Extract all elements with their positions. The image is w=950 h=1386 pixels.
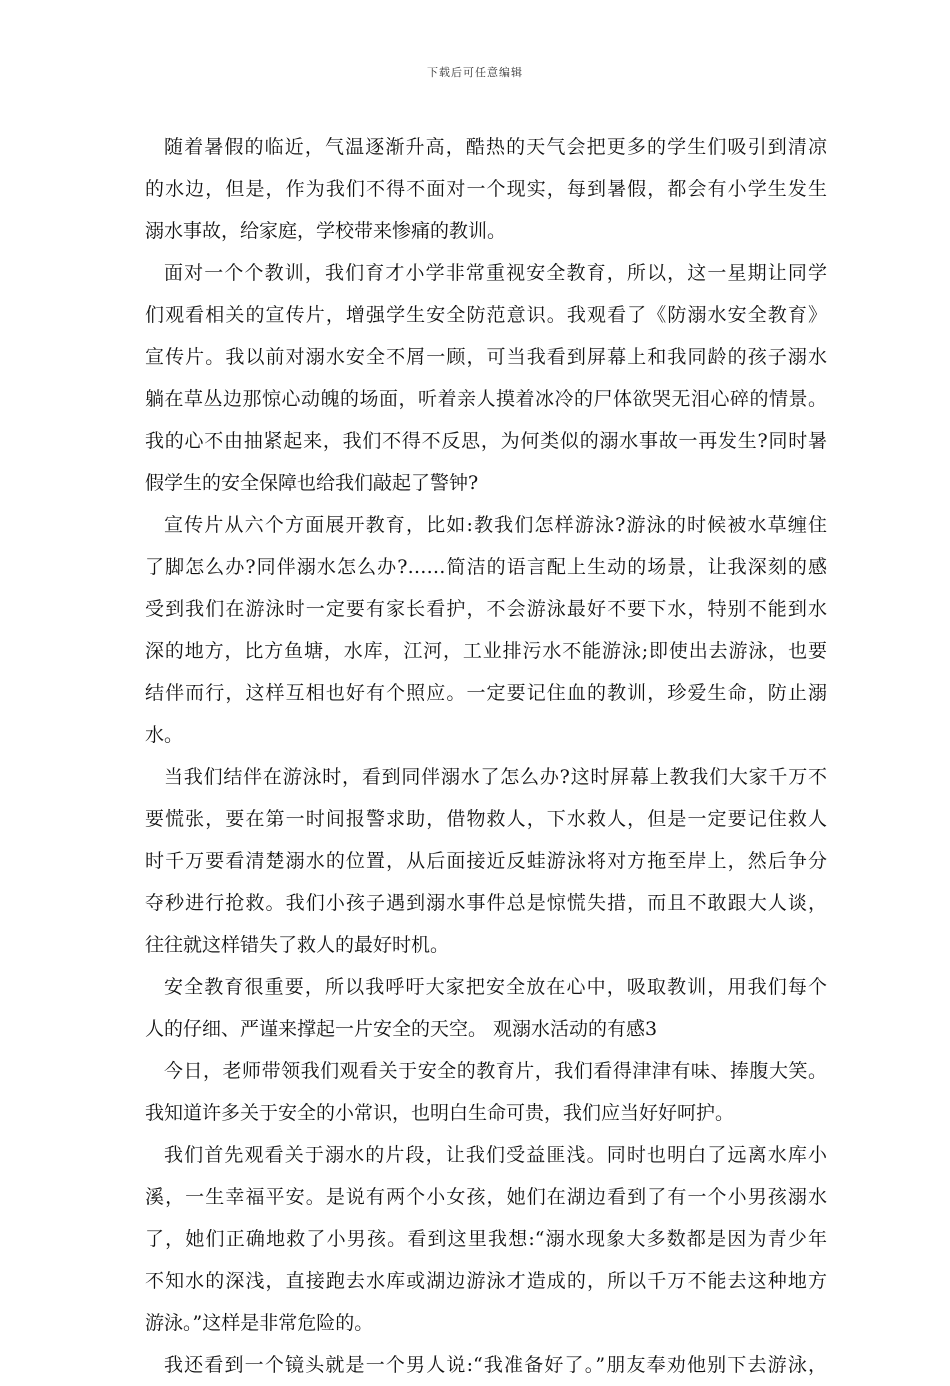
text-line: 人的仔细、严谨来撑起一片安全的天空。 观溺水活动的有感3 [145, 1018, 658, 1040]
text-line: 水。 [145, 724, 184, 746]
text-line: 安全教育很重要，所以我呼吁大家把安全放在心中，吸取教训，用我们每个 [164, 976, 827, 998]
text-line: 了脚怎么办?同伴溺水怎么办?……简洁的语言配上生动的场景，让我深刻的感 [145, 556, 827, 578]
text-line: 游泳。”这样是非常危险的。 [145, 1312, 374, 1334]
text-line: 结伴而行，这样互相也好有个照应。一定要记住血的教训，珍爱生命，防止溺 [145, 682, 827, 704]
text-line: 宣传片从六个方面展开教育，比如:教我们怎样游泳?游泳的时候被水草缠住 [164, 514, 827, 536]
text-line: 往往就这样错失了救人的最好时机。 [145, 934, 450, 956]
text-line: 我还看到一个镜头就是一个男人说:“我准备好了。”朋友奉劝他别下去游泳， [164, 1354, 827, 1376]
page-header: 下载后可任意编辑 [427, 66, 523, 79]
text-line: 夺秒进行抢救。我们小孩子遇到溺水事件总是惊慌失措，而且不敢跟大人谈， [145, 892, 827, 914]
text-line: 随着暑假的临近，气温逐渐升高，酷热的天气会把更多的学生们吸引到清凉 [164, 136, 827, 158]
text-line: 不知水的深浅，直接跑去水库或湖边游泳才造成的，所以千万不能去这种地方 [145, 1270, 827, 1292]
text-line: 宣传片。我以前对溺水安全不屑一顾，可当我看到屏幕上和我同龄的孩子溺水 [145, 346, 827, 368]
text-line: 了，她们正确地救了小男孩。看到这里我想:“溺水现象大多数都是因为青少年 [145, 1228, 827, 1250]
text-line: 我的心不由抽紧起来，我们不得不反思，为何类似的溺水事故一再发生?同时暑 [145, 430, 827, 452]
text-line: 溺水事故，给家庭，学校带来惨痛的教训。 [145, 220, 507, 242]
text-line: 的水边，但是，作为我们不得不面对一个现实，每到暑假，都会有小学生发生 [145, 178, 827, 200]
text-line: 溪，一生幸福平安。是说有两个小女孩，她们在湖边看到了有一个小男孩溺水 [145, 1186, 827, 1208]
text-line: 我们首先观看关于溺水的片段，让我们受益匪浅。同时也明白了远离水库小 [164, 1144, 827, 1166]
text-line: 我知道许多关于安全的小常识，也明白生命可贵，我们应当好好呵护。 [145, 1102, 735, 1124]
text-line: 躺在草丛边那惊心动魄的场面，听着亲人摸着冰冷的尸体欲哭无泪心碎的情景。 [145, 388, 827, 410]
text-line: 受到我们在游泳时一定要有家长看护，不会游泳最好不要下水，特别不能到水 [145, 598, 827, 620]
text-line: 们观看相关的宣传片，增强学生安全防范意识。我观看了《防溺水安全教育》 [145, 304, 827, 326]
text-line: 深的地方，比方鱼塘，水库，江河，工业排污水不能游泳;即使出去游泳，也要 [145, 640, 827, 662]
text-line: 假学生的安全保障也给我们敲起了警钟? [145, 472, 479, 494]
text-line: 今日，老师带领我们观看关于安全的教育片，我们看得津津有味、捧腹大笑。 [164, 1060, 827, 1082]
text-line: 面对一个个教训，我们育才小学非常重视安全教育，所以，这一星期让同学 [164, 262, 827, 284]
text-line: 当我们结伴在游泳时，看到同伴溺水了怎么办?这时屏幕上教我们大家千万不 [164, 766, 827, 788]
text-line: 时千万要看清楚溺水的位置，从后面接近反蛙游泳将对方拖至岸上，然后争分 [145, 850, 827, 872]
text-line: 要慌张，要在第一时间报警求助，借物救人，下水救人，但是一定要记住救人 [145, 808, 827, 830]
document-body [145, 126, 827, 1386]
